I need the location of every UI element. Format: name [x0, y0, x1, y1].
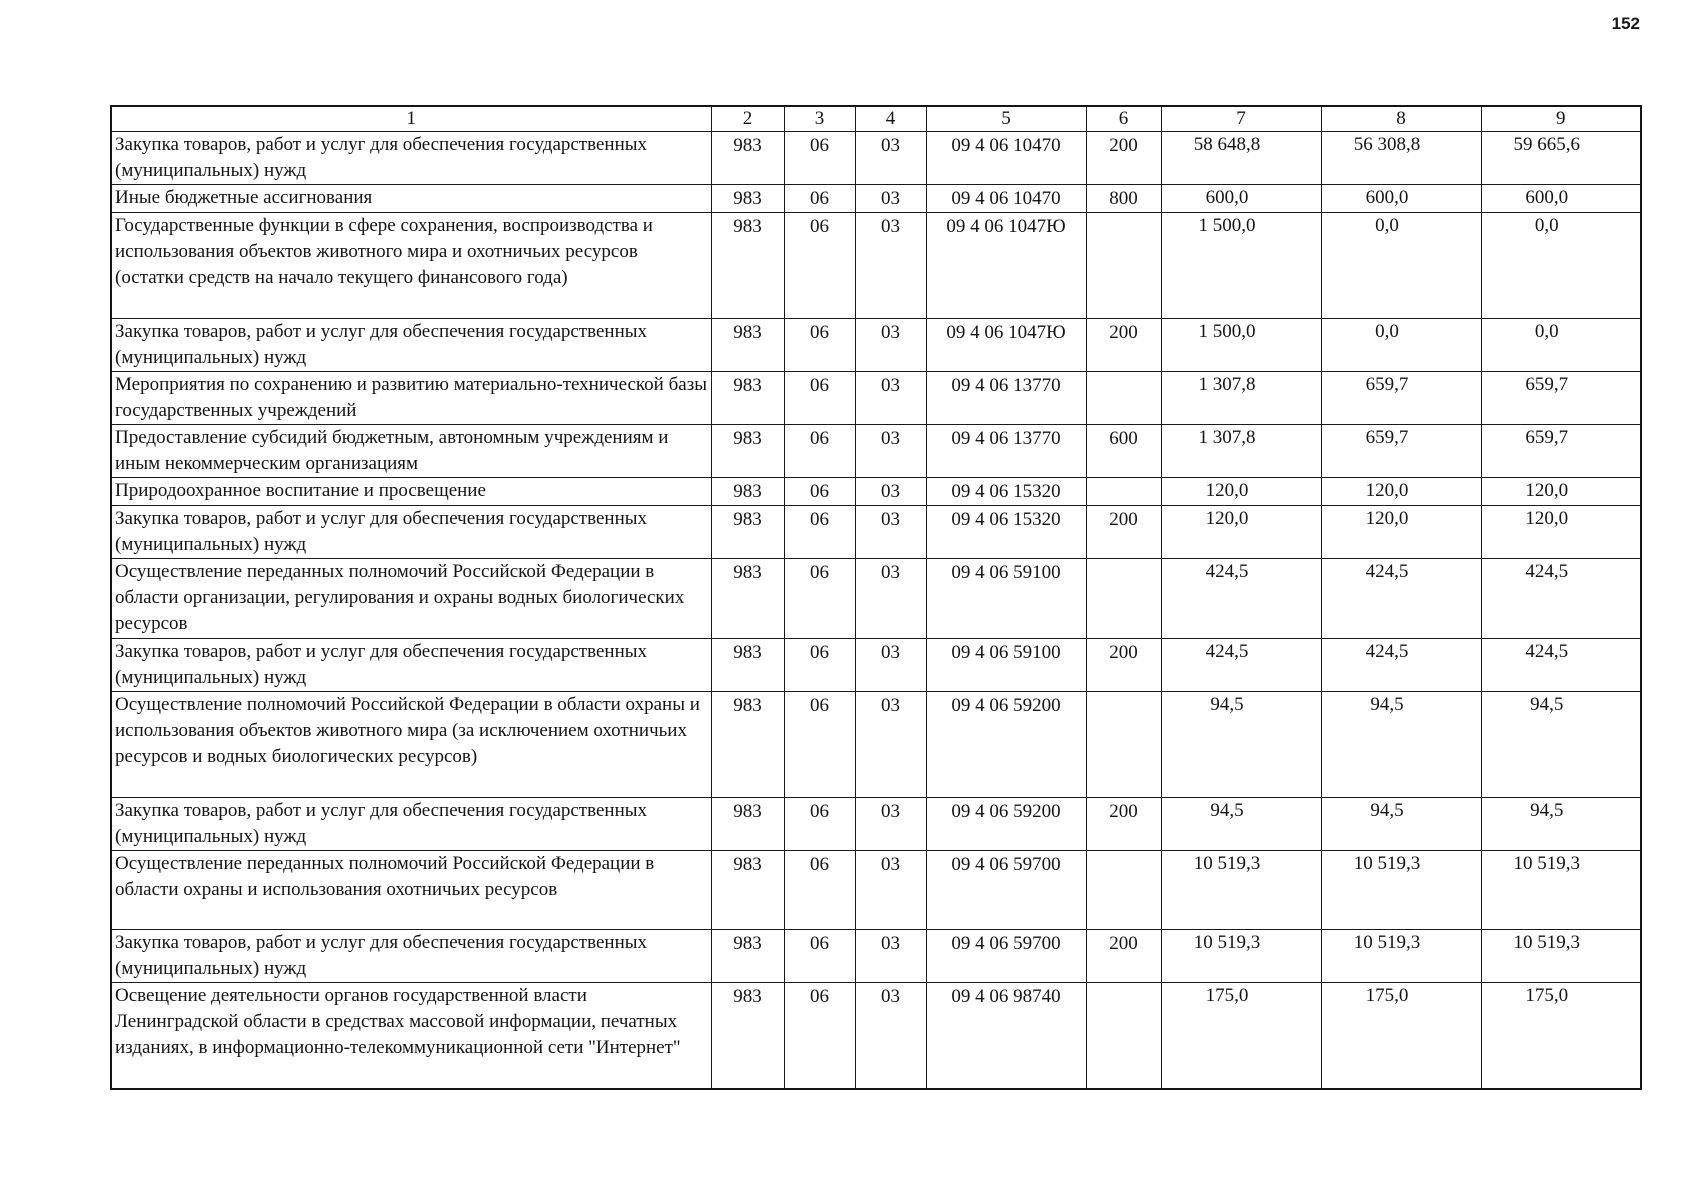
- table-row: [111, 983, 1641, 1089]
- column-header: 6: [1086, 106, 1161, 132]
- column-header: 2: [711, 106, 784, 132]
- table-row: [111, 213, 1641, 319]
- cell-section-code: 06: [784, 559, 855, 639]
- cell-amount-year2: 424,5: [1321, 559, 1481, 639]
- cell-amount-year2: 0,0: [1321, 213, 1481, 319]
- cell-target-code: 09 4 06 13770: [926, 425, 1086, 478]
- header-row: [111, 106, 1641, 132]
- cell-admin-code: 983: [711, 983, 784, 1089]
- cell-amount-year3: 120,0: [1481, 478, 1641, 506]
- cell-target-code: 09 4 06 15320: [926, 506, 1086, 559]
- cell-amount-year1: 10 519,3: [1161, 930, 1321, 983]
- cell-target-code: 09 4 06 59100: [926, 639, 1086, 692]
- cell-section-code: 06: [784, 851, 855, 930]
- cell-amount-year2: 10 519,3: [1321, 930, 1481, 983]
- column-header: 4: [855, 106, 926, 132]
- cell-amount-year3: 0,0: [1481, 319, 1641, 372]
- cell-amount-year2: 94,5: [1321, 692, 1481, 798]
- cell-amount-year1: 120,0: [1161, 506, 1321, 559]
- cell-amount-year2: 94,5: [1321, 798, 1481, 851]
- cell-expense-type: [1086, 692, 1161, 798]
- cell-amount-year1: 424,5: [1161, 639, 1321, 692]
- cell-admin-code: 983: [711, 798, 784, 851]
- cell-amount-year3: 59 665,6: [1481, 132, 1641, 185]
- cell-description: Осуществление переданных полномочий Российской Федерации в области охраны и использования охотничьих ресурсов: [111, 851, 711, 930]
- cell-admin-code: 983: [711, 132, 784, 185]
- cell-section-code: 06: [784, 185, 855, 213]
- cell-subsection-code: 03: [855, 559, 926, 639]
- cell-expense-type: 800: [1086, 185, 1161, 213]
- cell-amount-year1: 600,0: [1161, 185, 1321, 213]
- budget-table: [110, 105, 1642, 1090]
- cell-description: Освещение деятельности органов государственной власти Ленинградской области в средствах массовой информации, печатных изданиях, в информационно-телекоммуникационной сети "Интернет": [111, 983, 711, 1089]
- cell-description: Закупка товаров, работ и услуг для обеспечения государственных (муниципальных) нужд: [111, 506, 711, 559]
- cell-amount-year1: 424,5: [1161, 559, 1321, 639]
- cell-subsection-code: 03: [855, 319, 926, 372]
- cell-section-code: 06: [784, 692, 855, 798]
- cell-expense-type: [1086, 372, 1161, 425]
- cell-subsection-code: 03: [855, 372, 926, 425]
- cell-target-code: 09 4 06 59700: [926, 930, 1086, 983]
- cell-amount-year2: 56 308,8: [1321, 132, 1481, 185]
- cell-target-code: 09 4 06 59100: [926, 559, 1086, 639]
- cell-amount-year2: 424,5: [1321, 639, 1481, 692]
- cell-admin-code: 983: [711, 639, 784, 692]
- cell-subsection-code: 03: [855, 639, 926, 692]
- cell-amount-year2: 0,0: [1321, 319, 1481, 372]
- cell-expense-type: 600: [1086, 425, 1161, 478]
- cell-amount-year2: 600,0: [1321, 185, 1481, 213]
- cell-expense-type: [1086, 559, 1161, 639]
- cell-amount-year3: 424,5: [1481, 639, 1641, 692]
- cell-amount-year1: 58 648,8: [1161, 132, 1321, 185]
- table-row: [111, 930, 1641, 983]
- cell-amount-year1: 10 519,3: [1161, 851, 1321, 930]
- cell-expense-type: [1086, 983, 1161, 1089]
- cell-subsection-code: 03: [855, 798, 926, 851]
- cell-section-code: 06: [784, 798, 855, 851]
- table-row: [111, 319, 1641, 372]
- table-row: [111, 425, 1641, 478]
- cell-amount-year3: 659,7: [1481, 425, 1641, 478]
- table-row: [111, 506, 1641, 559]
- cell-amount-year1: 1 307,8: [1161, 425, 1321, 478]
- column-header: 7: [1161, 106, 1321, 132]
- cell-amount-year3: 175,0: [1481, 983, 1641, 1089]
- cell-admin-code: 983: [711, 213, 784, 319]
- cell-section-code: 06: [784, 132, 855, 185]
- cell-admin-code: 983: [711, 372, 784, 425]
- cell-target-code: 09 4 06 13770: [926, 372, 1086, 425]
- table-row: [111, 185, 1641, 213]
- cell-admin-code: 983: [711, 930, 784, 983]
- cell-amount-year2: 659,7: [1321, 372, 1481, 425]
- cell-description: Закупка товаров, работ и услуг для обеспечения государственных (муниципальных) нужд: [111, 132, 711, 185]
- cell-amount-year3: 424,5: [1481, 559, 1641, 639]
- cell-expense-type: [1086, 851, 1161, 930]
- cell-amount-year2: 659,7: [1321, 425, 1481, 478]
- cell-amount-year3: 10 519,3: [1481, 930, 1641, 983]
- cell-admin-code: 983: [711, 851, 784, 930]
- cell-section-code: 06: [784, 372, 855, 425]
- cell-description: Мероприятия по сохранению и развитию материально-технической базы государственных учреждений: [111, 372, 711, 425]
- cell-amount-year3: 0,0: [1481, 213, 1641, 319]
- cell-admin-code: 983: [711, 185, 784, 213]
- cell-section-code: 06: [784, 478, 855, 506]
- cell-amount-year3: 94,5: [1481, 798, 1641, 851]
- cell-admin-code: 983: [711, 425, 784, 478]
- cell-admin-code: 983: [711, 478, 784, 506]
- cell-target-code: 09 4 06 59200: [926, 692, 1086, 798]
- cell-target-code: 09 4 06 10470: [926, 185, 1086, 213]
- cell-section-code: 06: [784, 639, 855, 692]
- table-row: [111, 851, 1641, 930]
- column-header: 5: [926, 106, 1086, 132]
- cell-expense-type: [1086, 478, 1161, 506]
- cell-amount-year1: 1 500,0: [1161, 319, 1321, 372]
- cell-section-code: 06: [784, 983, 855, 1089]
- cell-amount-year1: 1 500,0: [1161, 213, 1321, 319]
- cell-target-code: 09 4 06 1047Ю: [926, 319, 1086, 372]
- table-row: [111, 798, 1641, 851]
- cell-description: Государственные функции в сфере сохранения, воспроизводства и использования объектов животного мира и охотничьих ресурсов (остатки средств на начало текущего финансового года): [111, 213, 711, 319]
- cell-target-code: 09 4 06 98740: [926, 983, 1086, 1089]
- cell-target-code: 09 4 06 59200: [926, 798, 1086, 851]
- cell-section-code: 06: [784, 213, 855, 319]
- cell-subsection-code: 03: [855, 851, 926, 930]
- cell-section-code: 06: [784, 506, 855, 559]
- cell-subsection-code: 03: [855, 692, 926, 798]
- cell-amount-year2: 10 519,3: [1321, 851, 1481, 930]
- page-number: 152: [1611, 14, 1640, 33]
- cell-amount-year2: 120,0: [1321, 478, 1481, 506]
- cell-expense-type: 200: [1086, 930, 1161, 983]
- cell-expense-type: 200: [1086, 506, 1161, 559]
- cell-expense-type: [1086, 213, 1161, 319]
- cell-amount-year1: 94,5: [1161, 692, 1321, 798]
- cell-subsection-code: 03: [855, 506, 926, 559]
- cell-amount-year3: 120,0: [1481, 506, 1641, 559]
- cell-section-code: 06: [784, 930, 855, 983]
- cell-description: Осуществление полномочий Российской Федерации в области охраны и использования объектов животного мира (за исключением охотничьих ресурсов и водных биологических ресурсов): [111, 692, 711, 798]
- cell-admin-code: 983: [711, 319, 784, 372]
- cell-amount-year1: 94,5: [1161, 798, 1321, 851]
- cell-amount-year3: 600,0: [1481, 185, 1641, 213]
- table-row: [111, 372, 1641, 425]
- cell-amount-year2: 120,0: [1321, 506, 1481, 559]
- cell-amount-year1: 1 307,8: [1161, 372, 1321, 425]
- column-header: 3: [784, 106, 855, 132]
- table-row: [111, 478, 1641, 506]
- table-row: [111, 692, 1641, 798]
- cell-expense-type: 200: [1086, 639, 1161, 692]
- cell-description: Иные бюджетные ассигнования: [111, 185, 711, 213]
- cell-description: Закупка товаров, работ и услуг для обеспечения государственных (муниципальных) нужд: [111, 639, 711, 692]
- cell-expense-type: 200: [1086, 319, 1161, 372]
- cell-expense-type: 200: [1086, 798, 1161, 851]
- column-header: 9: [1481, 106, 1641, 132]
- cell-subsection-code: 03: [855, 425, 926, 478]
- table-row: [111, 639, 1641, 692]
- cell-description: Осуществление переданных полномочий Российской Федерации в области организации, регулирования и охраны водных биологических ресурсов: [111, 559, 711, 639]
- cell-subsection-code: 03: [855, 185, 926, 213]
- table-row: [111, 132, 1641, 185]
- cell-description: Закупка товаров, работ и услуг для обеспечения государственных (муниципальных) нужд: [111, 930, 711, 983]
- cell-amount-year2: 175,0: [1321, 983, 1481, 1089]
- cell-subsection-code: 03: [855, 930, 926, 983]
- column-header: 8: [1321, 106, 1481, 132]
- cell-subsection-code: 03: [855, 983, 926, 1089]
- cell-description: Предоставление субсидий бюджетным, автономным учреждениям и иным некоммерческим организациям: [111, 425, 711, 478]
- cell-admin-code: 983: [711, 506, 784, 559]
- cell-section-code: 06: [784, 319, 855, 372]
- cell-description: Закупка товаров, работ и услуг для обеспечения государственных (муниципальных) нужд: [111, 798, 711, 851]
- column-header: 1: [111, 106, 711, 132]
- cell-section-code: 06: [784, 425, 855, 478]
- cell-amount-year3: 659,7: [1481, 372, 1641, 425]
- cell-target-code: 09 4 06 1047Ю: [926, 213, 1086, 319]
- cell-admin-code: 983: [711, 692, 784, 798]
- cell-subsection-code: 03: [855, 478, 926, 506]
- cell-description: Закупка товаров, работ и услуг для обеспечения государственных (муниципальных) нужд: [111, 319, 711, 372]
- cell-subsection-code: 03: [855, 213, 926, 319]
- table-body: [111, 132, 1641, 1089]
- cell-target-code: 09 4 06 59700: [926, 851, 1086, 930]
- cell-target-code: 09 4 06 15320: [926, 478, 1086, 506]
- cell-admin-code: 983: [711, 559, 784, 639]
- cell-amount-year1: 120,0: [1161, 478, 1321, 506]
- cell-subsection-code: 03: [855, 132, 926, 185]
- cell-description: Природоохранное воспитание и просвещение: [111, 478, 711, 506]
- cell-expense-type: 200: [1086, 132, 1161, 185]
- cell-target-code: 09 4 06 10470: [926, 132, 1086, 185]
- cell-amount-year3: 10 519,3: [1481, 851, 1641, 930]
- table-row: [111, 559, 1641, 639]
- cell-amount-year3: 94,5: [1481, 692, 1641, 798]
- cell-amount-year1: 175,0: [1161, 983, 1321, 1089]
